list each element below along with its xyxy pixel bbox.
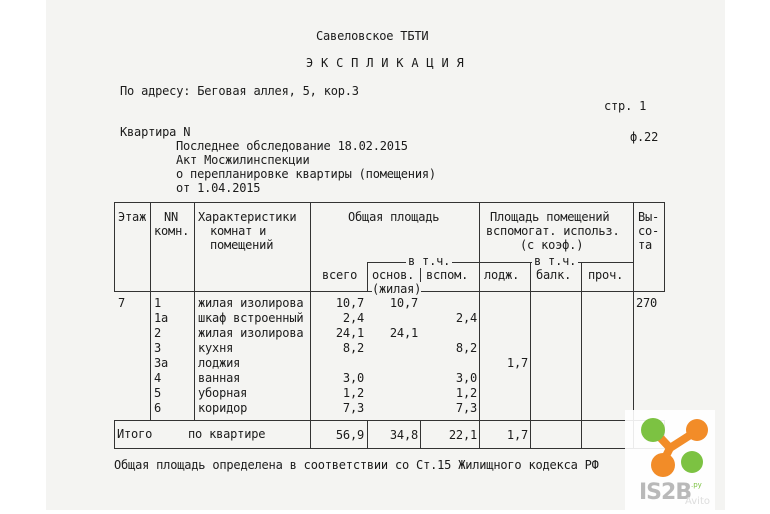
col-border [479,202,480,292]
row-room-no: 3 [154,341,162,355]
totals-aux-area: 22,1 [448,428,477,442]
col-border [310,291,311,421]
row-room-no: 6 [154,401,162,415]
row-total-area: 3,0 [342,371,364,385]
col-header-char-2: комнат и [210,224,267,238]
col-border [530,262,531,292]
col-header-height-1: Вы- [638,210,660,224]
col-header-total-area: Общая площадь [348,210,440,224]
row-height: 270 [636,296,658,310]
act-line-1: Акт Мосжилинспекции [176,153,310,167]
col-border [194,291,195,421]
col-border [310,202,311,292]
page-number: стр. 1 [604,99,647,113]
col-header-aux-area-2: вспомогат. использ. [486,224,620,238]
survey-date: Последнее обследование 18.02.2015 [176,139,408,153]
act-line-3: от 1.04.2015 [176,181,261,195]
col-header-room-no-2: комн. [154,224,190,238]
row-aux-area: 3,0 [455,371,477,385]
row-room-name: ванная [198,371,241,385]
row-room-no: 2 [154,326,162,340]
col-header-char-3: помещений [210,238,274,252]
row-aux-area: 1,2 [455,386,477,400]
col-header-all: всего [322,268,358,282]
totals-main-area: 34,8 [389,428,418,442]
row-total-area: 10,7 [335,296,364,310]
logo-text: IS2B [639,480,692,505]
row-aux-area: 2,4 [455,311,477,325]
col-border [310,420,311,449]
watermark-logo [625,410,715,510]
row-room-no: 4 [154,371,162,385]
col-header-balcony: балк. [536,268,572,282]
form-number: ф.22 [630,130,659,144]
col-header-other: проч. [588,268,624,282]
row-main-area: 24,1 [389,326,418,340]
row-room-name: уборная [198,386,248,400]
col-border [633,202,634,292]
col-border [530,420,531,449]
act-line-2: о перепланировке квартиры (помещения) [176,167,436,181]
apartment-label: Квартира N [120,125,191,139]
col-header-room-no: NN [164,210,179,224]
col-border [479,291,480,421]
row-total-area: 8,2 [342,341,364,355]
row-room-name: лоджия [198,356,241,370]
footer-note: Общая площадь определена в соответствии со Ст.15 Жилищного кодекса РФ [114,458,599,472]
logo-suffix: .ру [691,481,702,489]
col-header-char-1: Характеристики [198,210,297,224]
row-aux-area: 8,2 [455,341,477,355]
totals-total-area: 56,9 [335,428,364,442]
col-border [581,262,582,292]
row-room-no: 1а [154,311,169,325]
col-border [581,291,582,421]
col-header-incl-2: в т.ч. [534,254,577,268]
totals-label: Итого [117,427,153,441]
row-room-name: шкаф встроенный [198,311,304,325]
col-border [420,420,421,449]
row-room-no: 5 [154,386,162,400]
org-name: Савеловское ТБТИ [316,29,429,43]
row-total-area: 1,2 [342,386,364,400]
col-border [633,291,634,421]
row-room-name: коридор [198,401,248,415]
row-aux-area: 7,3 [455,401,477,415]
address: По адресу: Беговая аллея, 5, кор.3 [120,84,359,98]
row-room-name: кухня [198,341,234,355]
row-room-no: 3а [154,356,169,370]
col-border [530,291,531,421]
col-border [664,202,665,292]
col-border [114,202,115,292]
col-border [114,420,115,449]
col-header-aux-area-1: Площадь помещений [490,210,610,224]
col-border [150,291,151,421]
document-page [46,0,725,510]
col-header-loggia: лодж. [484,268,520,282]
site-watermark: Avito [685,496,710,507]
col-border [581,420,582,449]
row-room-name: жилая изолирова [198,326,304,340]
totals-label-2: по квартире [188,427,266,441]
row-main-area: 10,7 [389,296,418,310]
col-border [367,262,368,292]
col-header-height-3: та [638,238,653,252]
document-title: Э К С П Л И К А Ц И Я [306,56,465,70]
col-header-main-1: основ. [372,268,415,282]
col-border [194,202,195,292]
col-border [479,420,480,449]
col-header-aux: вспом. [426,268,469,282]
row-total-area: 2,4 [342,311,364,325]
row-total-area: 24,1 [335,326,364,340]
row-room-no: 1 [154,296,162,310]
col-header-aux-area-3: (с коэф.) [520,238,584,252]
col-header-incl-1: в т.ч. [408,254,451,268]
row-loggia-area: 1,7 [506,356,528,370]
col-header-floor: Этаж [118,210,147,224]
col-header-main-2: (жилая) [372,282,422,296]
totals-loggia-area: 1,7 [506,428,528,442]
row-total-area: 7,3 [342,401,364,415]
col-header-height-2: со- [638,224,660,238]
row-room-name: жилая изолирова [198,296,304,310]
row-floor: 7 [118,296,126,310]
col-border [150,202,151,292]
table-top-border [114,202,664,203]
